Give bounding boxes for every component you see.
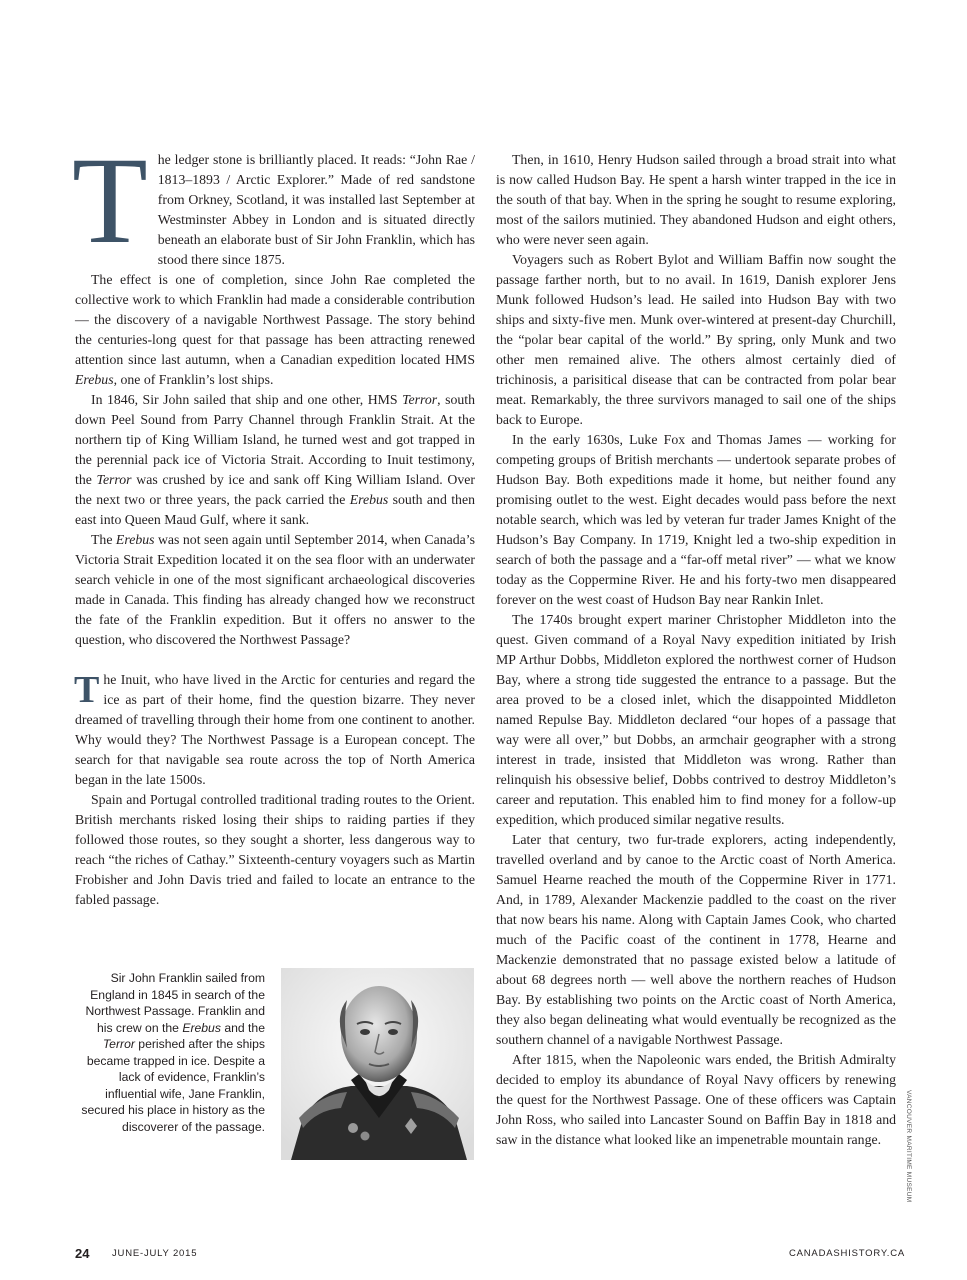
article-paragraph: Then, in 1610, Henry Hudson sailed through a broad strait into what is now called Hudson Bay. He spent a harsh winter trapped in the ice in the south of that bay. When in the spring he sought to resume exploring, most of the sailors mutinied. They abandoned Hudson and eight others, who were never seen again. <box>496 152 896 247</box>
photo-credit: VANCOUVER MARITIME MUSEUM <box>905 1090 912 1203</box>
article-paragraph: The effect is one of completion, since John Rae completed the collective work to which Franklin had made a considerable contribution — the discovery of a navigable Northwest Passage. The story behind the centuries-long quest for that passage has been attracting renewed attention since last autumn, when a Canadian expedition located HMS Erebus, one of Franklin’s lost ships. <box>75 272 475 387</box>
drop-cap-small: T <box>74 669 100 711</box>
drop-cap: T <box>72 132 148 269</box>
franklin-portrait <box>281 968 474 1160</box>
article-paragraph: Voyagers such as Robert Bylot and William Baffin now sought the passage farther north, but to no avail. In 1619, Danish explorer Jens Munk followed Hudson’s lead. He sailed into Hudson Bay with two ships and sixty-five men. Munk over-wintered at present-day Churchill, the “polar bear capital of the world.” By spring, only Munk and two other men remained alive. The others almost certainly died of trichinosis, a parisitical disease that can be contracted from polar bear meat. Remarkably, the three survivors managed to sail one of the ships back to Europe. <box>496 252 896 427</box>
article-paragraph: After 1815, when the Napoleonic wars ended, the British Admiralty decided to employ its abundance of Royal Navy officers by renewing the quest for the Northwest Passage. One of these officers was Captain John Ross, who sailed into Lancaster Sound on Baffin Bay in 1818 and saw in the distance what looked like an impenetrable mountain range. <box>496 1052 896 1147</box>
article-paragraph: In the early 1630s, Luke Fox and Thomas James — working for competing groups of British merchants — undertook separate probes of Hudson Bay. Both expeditions made it home, but neither found any promising outlet to the west. Eight decades would pass before the next notable search, which was led by veteran fur trader James Knight of the Hudson’s Bay Company. In 1719, Knight led a two-ship expedition in search of both the passage and a “far-off metal river” — what we know today as the Coppermine River. He and his forty-two men disappeared forever on the west coast of Hudson Bay near Rankin Inlet. <box>496 432 896 607</box>
article-paragraph: The ledger stone is brilliantly placed. It reads: “John Rae / 1813–1893 / Arctic Explorer.” Made of red sandstone from Orkney, Scotland, it was installed last September at Westminster Abbey in London and is situated directly beneath an elaborate bust of Sir John Franklin, which has stood there since 1875. <box>72 132 475 269</box>
article-left-column <box>72 132 476 910</box>
website-url: CANADASHISTORY.CA <box>788 1248 905 1259</box>
article-paragraph: Spain and Portugal controlled traditional trading routes to the Orient. British merchants risked losing their ships to raiding parties if they followed those routes, so they sought a shorter, less dangerous way to reach “the riches of Cathay.” Sixteenth-century voyagers such as Martin Frobisher and John Davis tried and failed to locate an entrance to the fabled passage. <box>75 792 475 907</box>
issue-date: JUNE-JULY 2015 <box>112 1248 198 1259</box>
article-right-column <box>496 150 896 1150</box>
article-paragraph: In 1846, Sir John sailed that ship and one other, HMS Terror, south down Peel Sound from Parry Channel through Franklin Strait. At the northern tip of King William Island, he turned west and got trapped in the perennial pack ice of Victoria Strait. According to Inuit testimony, the Terror was crushed by ice and sank off King William Island. Over the next two or three years, the pack carried the Erebus south and then east into Queen Maud Gulf, where it sank. <box>75 392 476 527</box>
photo-caption: Sir John Franklin sailed from England in 1845 in search of the Northwest Passage. Franklin and his crew on the Erebus and the Terror perished after the ships became trapped in ice. Despite a lack of evidence, Franklin’s influential wife, Jane Franklin, secured his place in history as the discoverer of the passage. <box>81 971 265 1134</box>
article-paragraph: Later that century, two fur-trade explorers, acting independently, travelled overland and by canoe to the Arctic coast of North America. Samuel Hearne reached the mouth of the Coppermine River in 1771. And, in 1789, Alexander Mackenzie paddled to the coast on the river that now bears his name. Along with Captain James Cook, who charted much of the Pacific coast of the continent in 1778, Hearne and Mackenzie demonstrated that no passage existed below a latitude of about 68 degrees north — well above the northern reaches of Hudson Bay. By establishing two points on the Arctic coast of North America, they also began delineating what would eventually be recognized as the southern channel of a navigable Northwest Passage. <box>496 832 896 1047</box>
article-paragraph: The Erebus was not seen again until September 2014, when Canada’s Victoria Strait Expedition located it on the sea floor with an underwater search vehicle in one of the most significant archaeological discoveries made in Canada. This finding has already changed how we reconstruct the fate of the Franklin expedition. But it offers no answer to the question, who discovered the Northwest Passage? <box>75 532 475 647</box>
page-number: 24 <box>75 1246 90 1261</box>
article-paragraph: The 1740s brought expert mariner Christopher Middleton into the quest. Given command of a Royal Navy expedition initiated by Irish MP Arthur Dobbs, Middleton explored the northwest corner of Hudson Bay, where a strong tide suggested the entrance to a passage. But the area proved to be a closed inlet, which the disappointed Middleton named Repulse Bay. Middleton declared “our hopes of a passage that way were all over,” but Dobbs, an armchair geographer with a strong interest in trade, insisted that Middleton was wrong. Rather than relinquish his obsessive belief, Dobbs contrived to destroy Middleton’s career and reputation. This enabled him to find money for a follow-up expedition, which produced similar negative results. <box>496 612 896 827</box>
article-paragraph: The Inuit, who have lived in the Arctic for centuries and regard the ice as part of their home, find the question bizarre. They never dreamed of travelling through their home from one continent to another. Why would they? The Northwest Passage is a European concept. The search for that navigable sea route across the top of North America began in the late 1500s. <box>74 669 475 787</box>
